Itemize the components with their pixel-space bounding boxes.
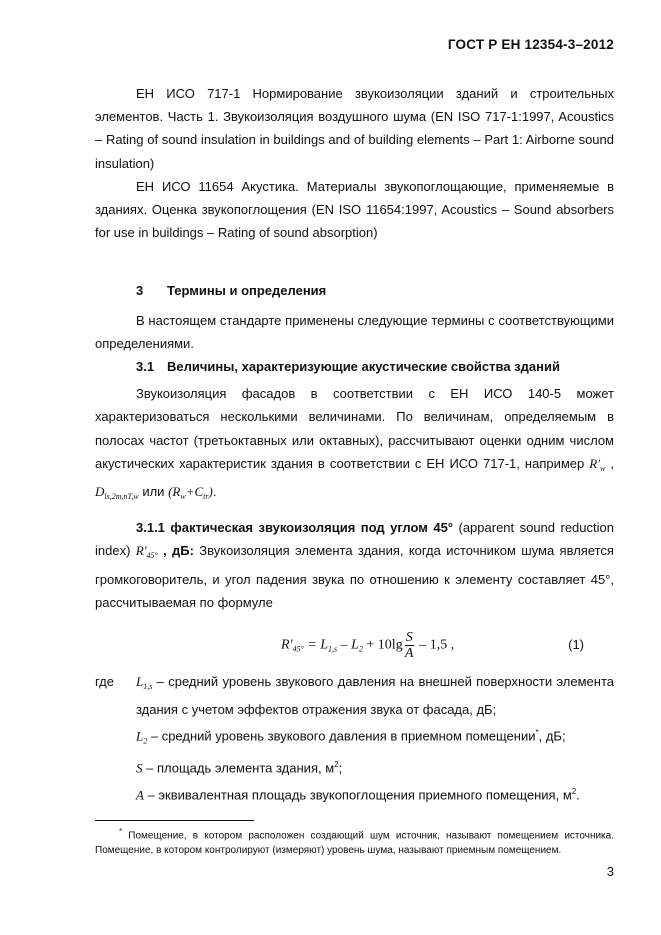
section-3-1-heading [95, 355, 614, 378]
term-definition: Звукоизоляция элемента здания, когда источником шума является громкоговоритель, и угол падения звука по отношению к элементу составляет 45°, рассчитываемая по формуле [95, 543, 614, 610]
term-number: 3.1.1 [136, 520, 165, 536]
symbol-s: S [136, 760, 143, 776]
formula-term: = L [303, 637, 328, 653]
section-title: Величины, характеризующие акустические свойства зданий [167, 359, 560, 375]
footnote-body: Помещение, в котором расположен создающий шум источник, называют помещением источника. Помещение, в котором контролируют (измеряют) уровень шума, называют приемным помещением. [95, 830, 614, 856]
footnote [95, 825, 614, 858]
symbol-combo: (R [168, 484, 181, 500]
definition-text: – площадь элемента здания, м [142, 760, 335, 776]
definition-text: – средний уровень звукового давления на внешней поверхности элемента здания с учетом эффектов отражения звука от фасада, дБ; [136, 674, 614, 718]
subscript: w [600, 463, 606, 473]
subscript: 2 [143, 736, 148, 746]
formula-term: – 1,5 , [415, 637, 455, 653]
where-label: где [95, 674, 114, 690]
subscript: 2 [358, 644, 363, 654]
section-title: Термины и определения [167, 283, 327, 299]
definition-unit: , дБ; [538, 728, 566, 744]
symbol-rw: R' [589, 455, 601, 471]
formula-term: – L [337, 637, 359, 653]
spacer [95, 508, 614, 516]
fraction-numerator: S [405, 630, 413, 646]
conjunction: или [142, 484, 165, 500]
def-l1 [95, 670, 614, 721]
fraction-denominator: A [404, 646, 414, 662]
punctuation: . [576, 786, 580, 802]
page-body [95, 82, 614, 806]
superscript: 2 [334, 760, 339, 769]
subscript: 1,s [143, 682, 153, 692]
term-3-1-1 [95, 516, 614, 614]
definition-text: – эквивалентная площадь звукопоглощения приемного помещения, м [143, 786, 572, 802]
punctuation: ; [338, 760, 343, 776]
formula-term: + 10lg [362, 637, 403, 653]
term-name: фактическая звукоизоляция под углом 45° [170, 520, 454, 536]
footnote-marker: * [119, 827, 123, 836]
subscript: 45° [146, 551, 158, 561]
subscript: tr [203, 492, 209, 502]
def-s [95, 753, 614, 780]
footnote-text [95, 825, 614, 858]
def-l1-text [136, 670, 614, 721]
standard-header: ГОСТ Р ЕН 12354-3–2012 [447, 37, 614, 52]
paragraph-text: Звукоизоляция фасадов в соответствии с ЕН ИСО 140-5 может характеризоваться несколькими величинами. По величинам, определяемым в полосах частот (третьоктавных или октавных), рассчитывают оценки одним числом акустических характеристик здания в соответствии с ЕН ИСО 717-1, например [95, 386, 614, 471]
formula-1 [95, 618, 614, 668]
page-number: 3 [606, 864, 614, 879]
section-3-intro: В настоящем стандарте применены следующие термины с соответствующими определениями. [95, 312, 614, 351]
footnote-marker: * [535, 728, 539, 738]
formula-lhs: R' [281, 637, 293, 653]
symbol-c: +C [185, 484, 204, 500]
symbol-close: ) [208, 484, 213, 500]
symbol-d: D [95, 484, 105, 500]
symbol-r45: R' [135, 543, 147, 559]
formula-fraction [405, 630, 414, 661]
reference-iso-11654: ЕН ИСО 11654 Акустика. Материалы звукопоглощающие, применяемые в зданиях. Оценка звукопоглощения (EN ISO 11654:1997, Acoustics – Sound absorbers for use in buildings – Rating of sound absorption) [95, 178, 614, 241]
term-unit: , дБ: [163, 543, 194, 559]
formula-number: (1) [568, 637, 584, 653]
subscript: 45° [292, 644, 304, 654]
symbol-l2: L [136, 728, 144, 744]
reference-iso-717-1: ЕН ИСО 717-1 Нормирование звукоизоляции зданий и строительных элементов. Часть 1. Звукоизоляция воздушного шума (EN ISO 717-1:1997, Acoustics – Rating of sound insulation in buildings and of building elements – Part 1: Airborne sound insulation) [95, 86, 614, 171]
definition-text: – средний уровень звукового давления в приемном помещении [147, 728, 536, 744]
section-number: 3 [136, 283, 144, 299]
subscript: ls,2m,nT,w [104, 492, 139, 502]
section-3-heading [95, 279, 614, 302]
def-l2 [95, 721, 614, 753]
section-number: 3.1 [136, 359, 155, 375]
section-3-1-paragraph: Звукоизоляция фасадов в соответствии с ЕН ИСО 140-5 может характеризоваться несколькими величинами. По величинам, определяемым в полосах частот (третьоктавных или октавных), рассчитывают оценки одним числом акустических характеристик здания в соответствии с ЕН ИСО 717-1, например $R'_w$ , $D_{ls,2m,nT,w}$ или $(R_w+C_{tr})$. [95, 386, 614, 502]
formula-expression [281, 630, 454, 661]
spacer [95, 267, 614, 279]
punctuation: . [212, 484, 217, 500]
term-english: (apparent sound reduction index) [95, 520, 614, 559]
subscript: w [180, 492, 186, 502]
spacer [95, 244, 614, 267]
symbol-a: A [136, 786, 144, 802]
def-a [95, 780, 614, 807]
symbol-l1: L [136, 674, 144, 690]
superscript: 2 [571, 786, 577, 796]
subscript: 1,s [327, 644, 338, 654]
footnote-separator [95, 820, 254, 821]
